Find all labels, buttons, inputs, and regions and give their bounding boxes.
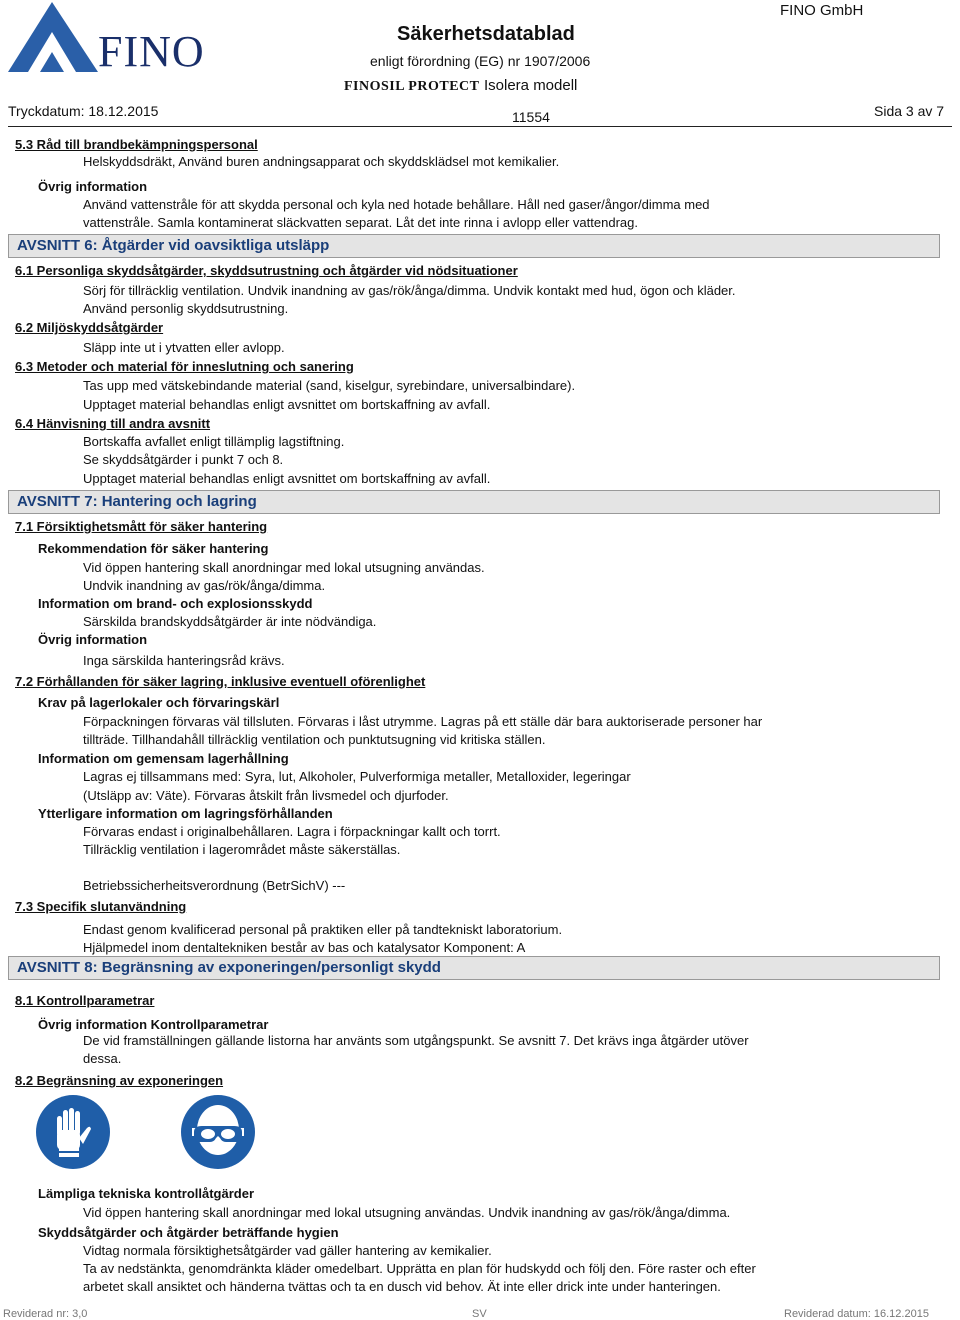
text-5-3-line1: Helskyddsdräkt, Använd buren andningsapparat och skyddsklädsel mot kemikalier. <box>83 154 560 169</box>
gloves-icon <box>35 1094 111 1170</box>
section-8-title: AVSNITT 8: Begränsning av exponeringen/personligt skydd <box>8 956 940 980</box>
text-8-ctrl1: De vid framställningen gällande listorna har använts som utgångspunkt. Se avsnitt 7. Det krävs inga åtgärder utöver <box>83 1033 749 1048</box>
text-6-4-b: Se skyddsåtgärder i punkt 7 och 8. <box>83 452 284 467</box>
text-7-rec1: Vid öppen hantering skall anordningar med lokal utsugning användas. <box>83 560 485 575</box>
text-7-joint1: Lagras ej tillsammans med: Syra, lut, Alkoholer, Pulverformiga metaller, Metalloxider, legeringar <box>83 769 631 784</box>
text-8-ctrl2: dessa. <box>83 1051 122 1066</box>
heading-5-3: 5.3 Råd till brandbekämpningspersonal <box>15 137 258 152</box>
product-name: Isolera modell <box>484 77 578 94</box>
heading-7-3: 7.3 Specifik slutanvändning <box>15 899 187 914</box>
page-number: Sida 3 av 7 <box>874 103 945 119</box>
text-6-3-b: Upptaget material behandlas enligt avsnittet om bortskaffning av avfall. <box>83 397 491 412</box>
header-divider <box>8 126 952 127</box>
text-8-hyg2: Ta av nedstänkta, genomdränkta kläder omedelbart. Upprätta en plan för hudskydd och följ den. Före raster och efter <box>83 1261 756 1276</box>
label-7-rec: Rekommendation för säker hantering <box>38 541 269 556</box>
text-8-tech1: Vid öppen hantering skall anordningar med lokal utsugning användas. Undvik inandning av gas/rök/ånga/dimma. <box>83 1205 731 1220</box>
text-7-req2: tillträde. Tillhandahåll tillräcklig ventilation och punktutsugning vid kritiska ställen. <box>83 732 546 747</box>
text-6-2-a: Släpp inte ut i ytvatten eller avlopp. <box>83 340 285 355</box>
label-7-further: Ytterligare information om lagringsförhållanden <box>38 806 333 821</box>
text-7-other1: Inga särskilda hanteringsråd krävs. <box>83 653 285 668</box>
label-7-joint: Information om gemensam lagerhållning <box>38 751 289 766</box>
text-6-3-a: Tas upp med vätskebindande material (sand, kiselgur, syrebindare, universalbindare). <box>83 378 576 393</box>
heading-8-2: 8.2 Begränsning av exponeringen <box>15 1073 224 1088</box>
text-7-req1: Förpackningen förvaras väl tillsluten. Förvaras i låst utrymme. Lagras på ett ställe där bara auktoriserade personer har <box>83 714 763 729</box>
text-6-1-a: Sörj för tillräcklig ventilation. Undvik inandning av gas/rök/ånga/dimma. Undvik kontakt med hud, ögon och kläder. <box>83 283 736 298</box>
text-7-further1: Förvaras endast i originalbehållaren. Lagra i förpackningar kallt och torrt. <box>83 824 501 839</box>
heading-7-1: 7.1 Försiktighetsmått för säker hantering <box>15 519 268 534</box>
text-7-further2: Tillräcklig ventilation i lagerområdet måste säkerställas. <box>83 842 401 857</box>
text-7-joint2: (Utsläpp av: Väte). Förvaras åtskilt från livsmedel och djurfoder. <box>83 788 449 803</box>
footer-language: SV <box>472 1308 487 1320</box>
label-7-other: Övrig information <box>38 632 148 647</box>
heading-6-1: 6.1 Personliga skyddsåtgärder, skyddsutrustning och åtgärder vid nödsituationer <box>15 263 518 278</box>
text-7-betr: Betriebssicherheitsverordnung (BetrSichV) --- <box>83 878 346 893</box>
label-8-hyg: Skyddsåtgärder och åtgärder beträffande hygien <box>38 1225 339 1240</box>
logo-text: FINO <box>98 27 205 76</box>
text-6-4-c: Upptaget material behandlas enligt avsnittet om bortskaffning av avfall. <box>83 471 491 486</box>
text-5-3-line3: vattenstråle. Samla kontaminerat släckvatten separat. Låt det inte rinna i avlopp eller vattendrag. <box>83 215 638 230</box>
text-7-rec2: Undvik inandning av gas/rök/ånga/dimma. <box>83 578 326 593</box>
text-6-1-b: Använd personlig skyddsutrustning. <box>83 301 289 316</box>
product-number: 11554 <box>512 109 550 125</box>
footer-revision-date: Reviderad datum: 16.12.2015 <box>784 1308 929 1320</box>
label-5-3-other: Övrig information <box>38 179 148 194</box>
text-5-3-line2: Använd vattenstråle för att skydda personal och kyla ned hotade behållare. Håll ned gaser/ångor/dimma med <box>83 197 710 212</box>
heading-8-1: 8.1 Kontrollparametrar <box>15 993 155 1008</box>
text-7-end2: Hjälpmedel inom dentaltekniken består av bas och katalysator Komponent: A <box>83 940 526 955</box>
text-8-hyg1: Vidtag normala försiktighetsåtgärder vad gäller hantering av kemikalier. <box>83 1243 492 1258</box>
text-8-hyg3: arbetet skall ansiktet och händerna tvättas och ta en dusch vid behov. Ät inte eller drick inte under hanteringen. <box>83 1279 721 1294</box>
label-7-req: Krav på lagerlokaler och förvaringskärl <box>38 695 280 710</box>
document-title: Säkerhetsdatablad <box>397 23 575 45</box>
heading-7-2: 7.2 Förhållanden för säker lagring, inklusive eventuell oförenlighet <box>15 674 426 689</box>
text-7-end1: Endast genom kvalificerad personal på praktiken eller på tandtekniskt laboratorium. <box>83 922 563 937</box>
label-8-ctrl: Övrig information Kontrollparametrar <box>38 1017 269 1032</box>
text-6-4-a: Bortskaffa avfallet enligt tillämplig lagstiftning. <box>83 434 345 449</box>
document-subtitle: enligt förordning (EG) nr 1907/2006 <box>370 53 591 69</box>
label-8-tech: Lämpliga tekniska kontrollåtgärder <box>38 1186 255 1201</box>
print-date: Tryckdatum: 18.12.2015 <box>8 103 159 119</box>
text-7-fire1: Särskilda brandskyddsåtgärder är inte nödvändiga. <box>83 614 377 629</box>
footer-revision: Reviderad nr: 3,0 <box>3 1308 88 1320</box>
product-brand: FINOSIL PROTECT <box>344 79 480 94</box>
label-7-fire: Information om brand- och explosionsskydd <box>38 596 313 611</box>
company-name: FINO GmbH <box>780 2 864 19</box>
heading-6-3: 6.3 Metoder och material för inneslutning och sanering <box>15 359 354 374</box>
goggles-icon <box>180 1094 256 1170</box>
section-6-title: AVSNITT 6: Åtgärder vid oavsiktliga utsläpp <box>8 234 940 258</box>
section-7-title: AVSNITT 7: Hantering och lagring <box>8 490 940 514</box>
heading-6-2: 6.2 Miljöskyddsåtgärder <box>15 320 164 335</box>
heading-6-4: 6.4 Hänvisning till andra avsnitt <box>15 416 211 431</box>
